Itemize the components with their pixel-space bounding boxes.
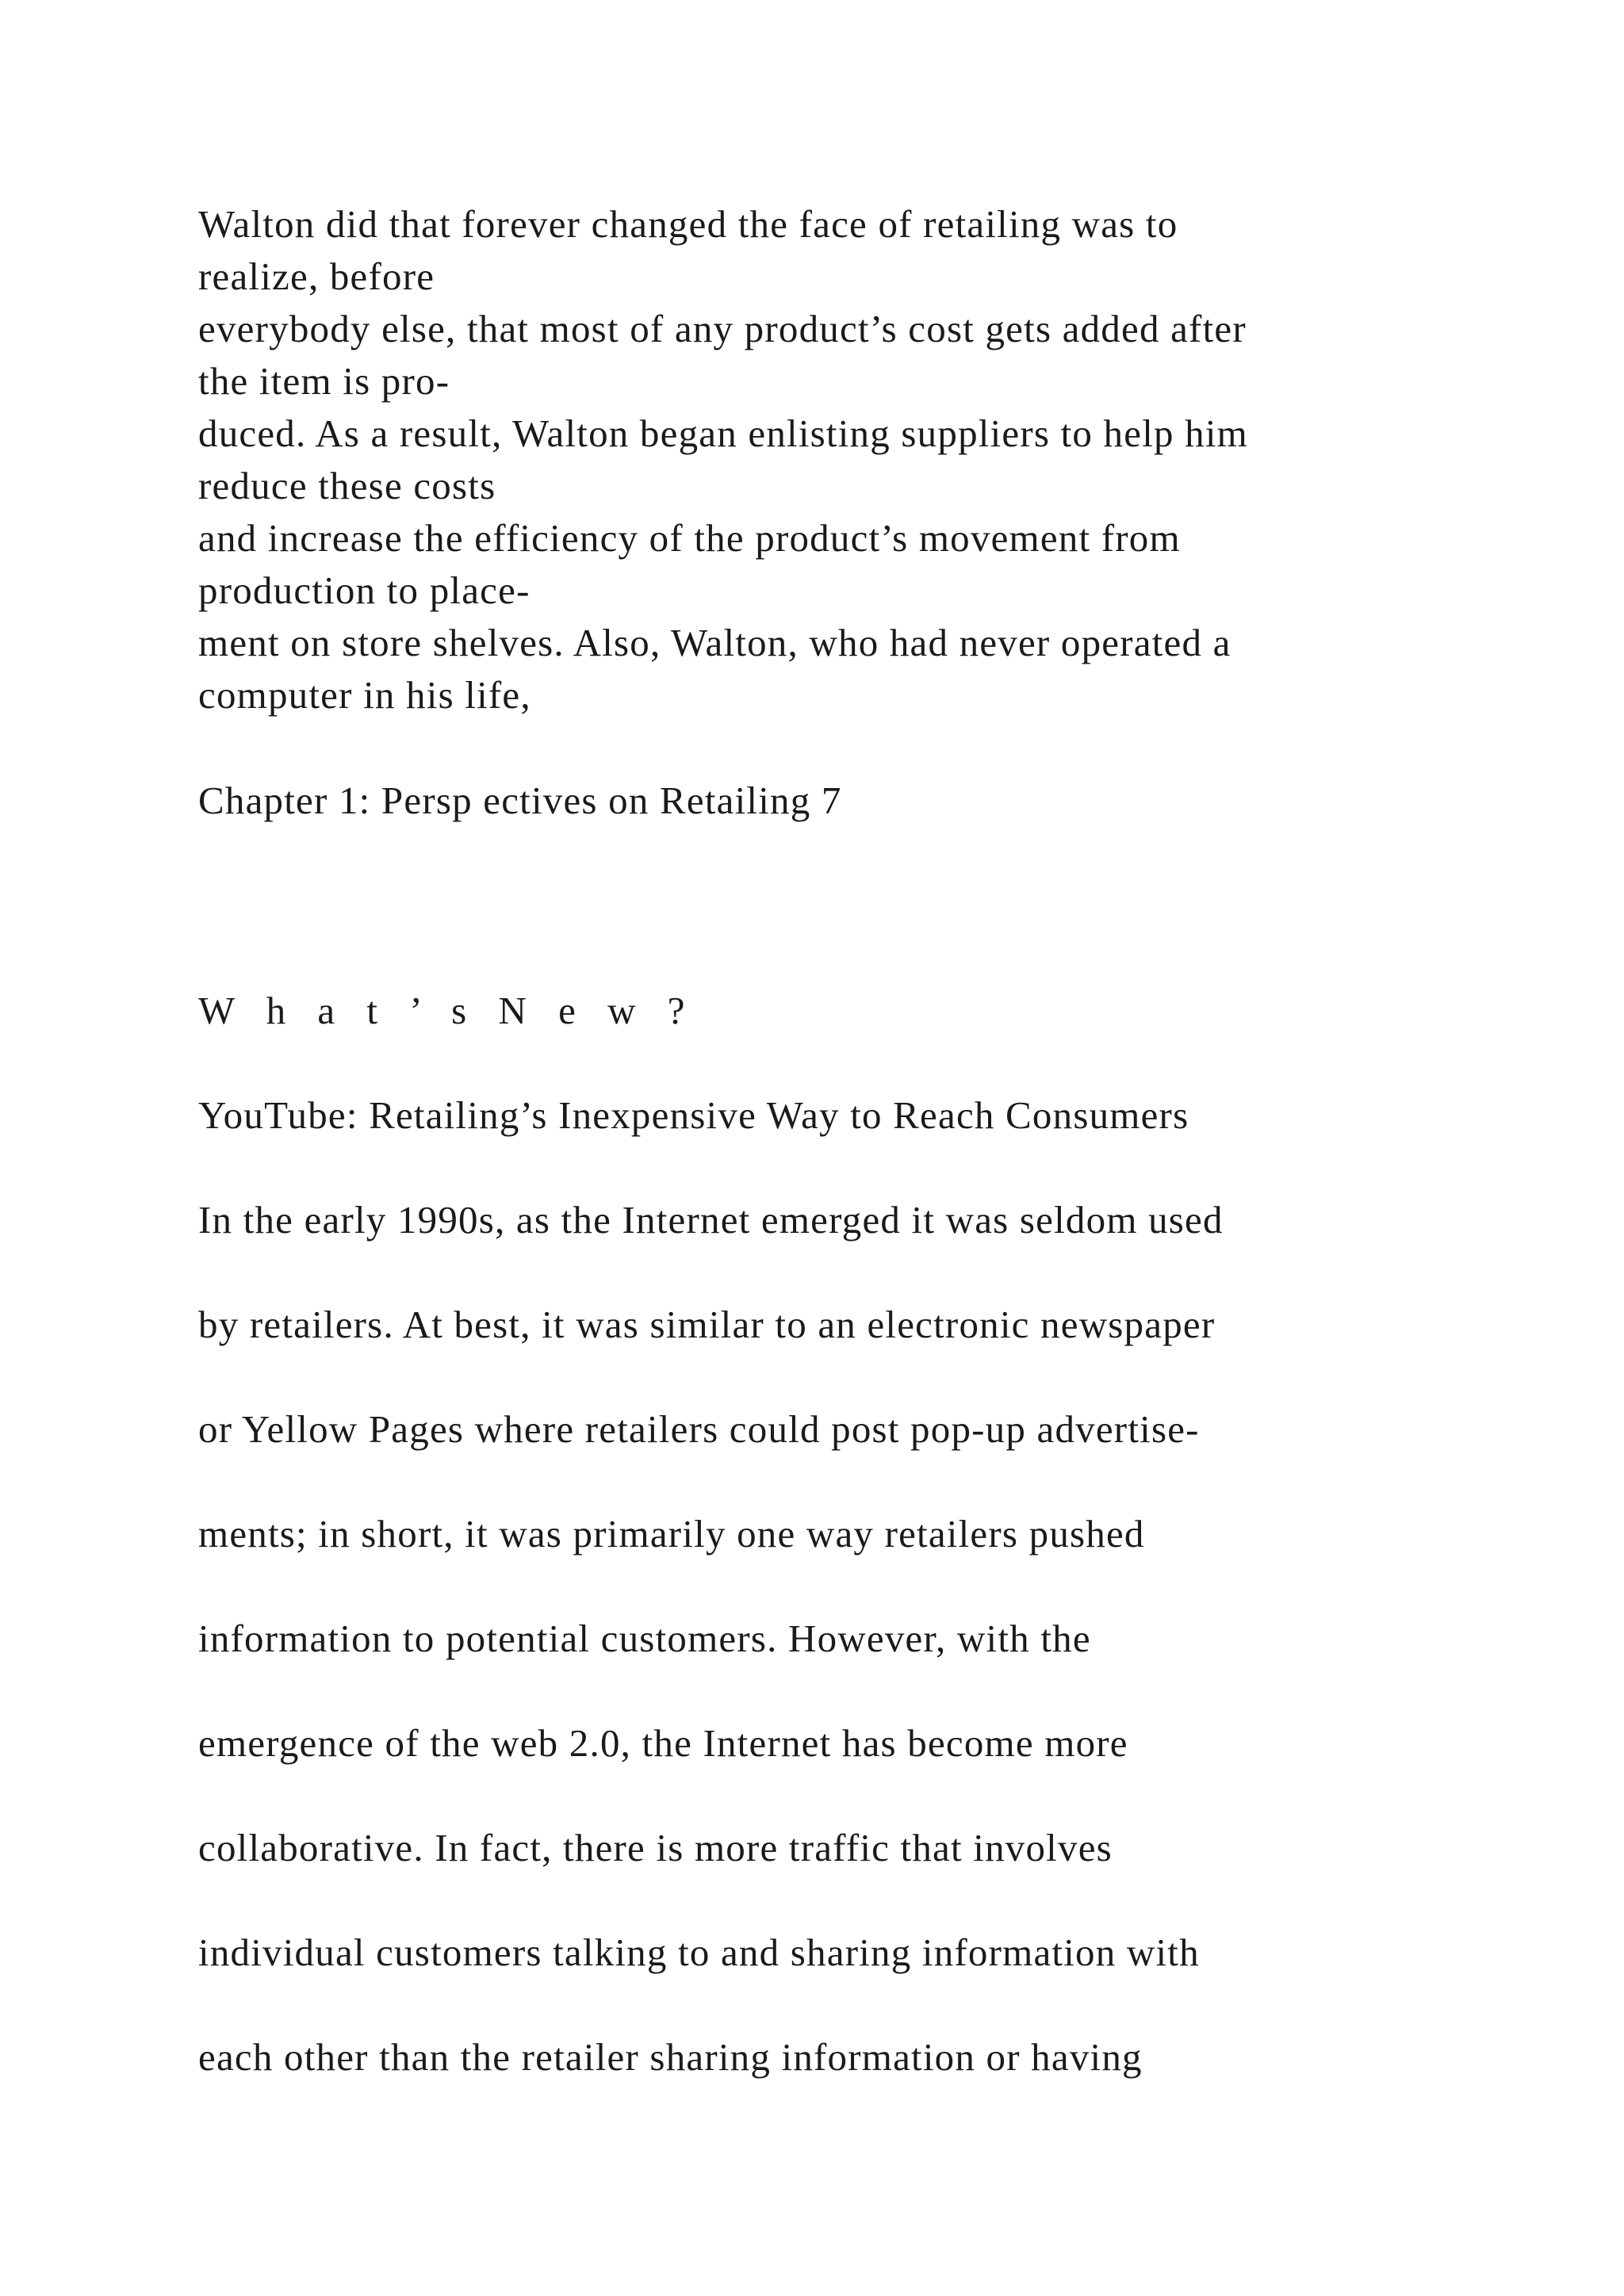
body-line: the item is pro-: [198, 359, 450, 403]
sidebar-body-line: information to potential customers. However, with the: [198, 1617, 1091, 1660]
sidebar-body-line: ments; in short, it was primarily one way retailers pushed: [198, 1512, 1145, 1556]
sidebar-label: W h a t ’ s N e w ?: [198, 989, 696, 1032]
running-footer: Chapter 1: Persp ectives on Retailing 7: [198, 779, 842, 822]
body-line: ment on store shelves. Also, Walton, who had never operated a: [198, 621, 1231, 664]
sidebar-body-line: emergence of the web 2.0, the Internet has become more: [198, 1721, 1128, 1765]
sidebar-body-line: each other than the retailer sharing information or having: [198, 2035, 1143, 2079]
sidebar-body-line: individual customers talking to and sharing information with: [198, 1931, 1200, 1974]
sidebar-body-line: or Yellow Pages where retailers could post pop-up advertise-: [198, 1407, 1200, 1451]
body-line: computer in his life,: [198, 673, 531, 717]
body-line: everybody else, that most of any product’s cost gets added after: [198, 307, 1247, 350]
sidebar-body-line: collaborative. In fact, there is more traffic that involves: [198, 1826, 1113, 1869]
sidebar-body-line: In the early 1990s, as the Internet emerged it was seldom used: [198, 1198, 1224, 1242]
sidebar-title: YouTube: Retailing’s Inexpensive Way to Reach Consumers: [198, 1093, 1189, 1137]
body-line: realize, before: [198, 254, 435, 298]
body-line: production to place-: [198, 568, 530, 612]
sidebar-body-line: by retailers. At best, it was similar to an electronic newspaper: [198, 1303, 1216, 1346]
body-line: reduce these costs: [198, 464, 496, 507]
body-line: Walton did that forever changed the face of retailing was to: [198, 202, 1178, 246]
body-line: duced. As a result, Walton began enlisting suppliers to help him: [198, 411, 1248, 455]
body-line: and increase the efficiency of the product’s movement from: [198, 516, 1181, 560]
